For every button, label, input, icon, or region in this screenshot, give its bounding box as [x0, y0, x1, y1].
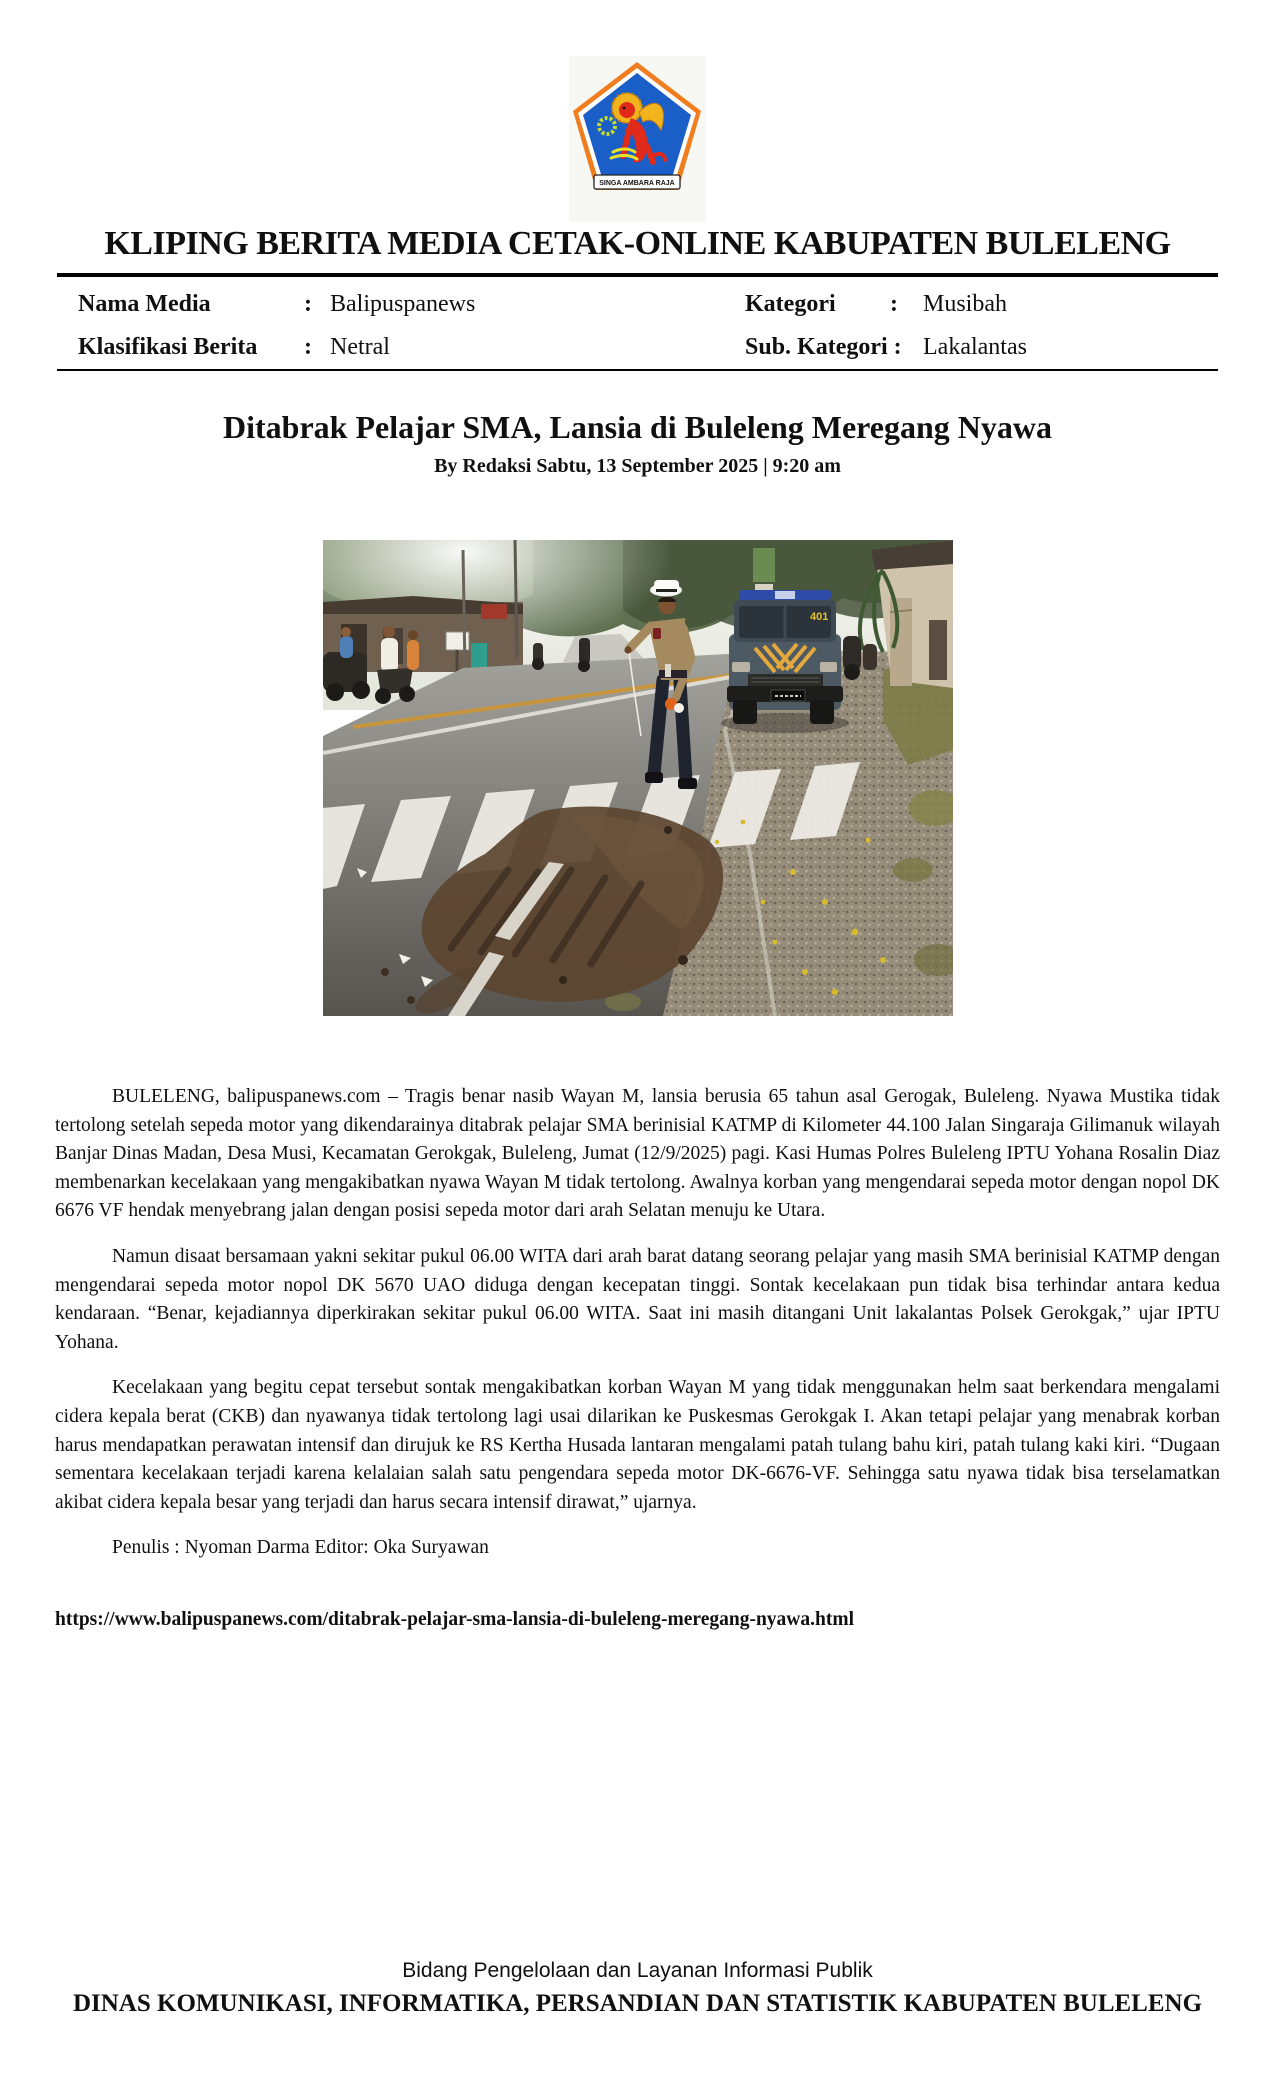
document-footer: [0, 1958, 1275, 2019]
sub-kategori-label: Sub. Kategori :: [745, 334, 902, 360]
header-divider-thick: [57, 273, 1218, 277]
klasifikasi-colon: :: [304, 334, 312, 360]
crest-banner: [594, 175, 680, 189]
accident-scene-photo: [323, 540, 953, 1016]
klasifikasi-label: Klasifikasi Berita: [78, 334, 258, 360]
meta-divider-thin: [57, 369, 1218, 371]
klasifikasi-value: Netral: [330, 334, 390, 360]
shoulder-patch: [653, 628, 661, 639]
article-body: [55, 1083, 1220, 1635]
media-meta-table: [57, 283, 1218, 369]
sub-kategori-value: Lakalantas: [923, 334, 1027, 360]
document-title: KLIPING BERITA MEDIA CETAK-ONLINE KABUPATEN BULELENG: [104, 225, 1171, 262]
footer-agency-line: DINAS KOMUNIKASI, INFORMATIKA, PERSANDIAN DAN STATISTIK KABUPATEN BULELENG: [72, 1990, 1203, 2017]
footer-division-line: Bidang Pengelolaan dan Layanan Informasi Publik: [402, 1959, 873, 1982]
kategori-label: Kategori: [745, 291, 836, 317]
author-editor-line: Penulis : Nyoman Darma Editor: Oka Suryawan: [112, 1537, 489, 1559]
kategori-colon: :: [890, 291, 898, 317]
nama-media-label: Nama Media: [78, 291, 211, 317]
article-title: Ditabrak Pelajar SMA, Lansia di Buleleng Meregang Nyawa: [222, 409, 1053, 445]
nama-media-value: Balipuspanews: [330, 291, 476, 317]
paragraph-2: Namun disaat bersamaan yakni sekitar pukul 06.00 WITA dari arah barat datang seorang pelajar yang masih SMA berinisial KATMP dengan mengendarai sepeda motor nopol DK 5670 UAO diduga dengan kecepatan tinggi. Sontak kecelakaan pun tidak bisa terhindar antara kedua kendaraan. “Benar, kejadiannya diperkirakan sekitar pukul 06.00 WITA. Saat ini masih ditangani Unit lakalantas Polsek Gerokgak,” ujar IPTU Yohana.: [55, 1245, 1220, 1353]
nama-media-colon: :: [304, 291, 312, 317]
kategori-value: Musibah: [923, 291, 1007, 317]
article-byline: By Redaksi Sabtu, 13 September 2025 | 9:20 am: [434, 455, 841, 477]
paragraph-3: Kecelakaan yang begitu cepat tersebut sontak mengakibatkan korban Wayan M yang tidak menggunakan helm saat berkendara mengalami cidera kepala berat (CKB) dan nyawanya tidak tertolong lagi usai dilarikan ke Puskesmas Gerokgak I. Akan tetapi pelajar yang menabrak korban harus mendapatkan perawatan intensif dan dirujuk ke RS Kertha Husada lantaran mengalami patah tulang bahu kiri, patah tulang kaki kiri. “Dugaan sementara kecelakaan terjadi karena kelalaian salah satu pengendara sepeda motor DK-6676-VF. Sehingga satu nyawa tidak bisa terselamatkan akibat cidera kepala besar yang terjadi dan harus secara intensif dirawat,” ujarnya.: [55, 1377, 1220, 1513]
paragraph-1: BULELENG, balipuspanews.com – Tragis benar nasib Wayan M, lansia berusia 65 tahun asal Gerogak, Buleleng. Nyawa Mustika tidak tertolong setelah sepeda motor yang dikendarainya ditabrak pelajar SMA berinisial KATMP di Kilometer 44.100 Jalan Singaraja Gilimanuk wilayah Banjar Dinas Madan, Desa Musi, Kecamatan Gerokgak, Buleleng, Jumat (12/9/2025) pagi. Kasi Humas Polres Buleleng IPTU Yohana Rosalin Diaz membenarkan kecelakaan yang mengakibatkan nyawa Wayan M tidak tertolong. Awalnya korban yang mengendarai sepeda motor dengan nopol DK 6676 VF hendak menyebrang jalan dengan posisi sepeda motor dari arah Selatan menuju ke Utara.: [55, 1086, 1220, 1222]
car-roof-number: 401: [809, 611, 828, 623]
buleleng-crest-logo: [569, 56, 706, 222]
source-url-link[interactable]: https://www.balipuspanews.com/ditabrak-pelajar-sma-lansia-di-buleleng-meregang-nyawa.html: [55, 1608, 855, 1630]
crest-banner-text: SINGA AMBARA RAJA: [599, 180, 675, 187]
